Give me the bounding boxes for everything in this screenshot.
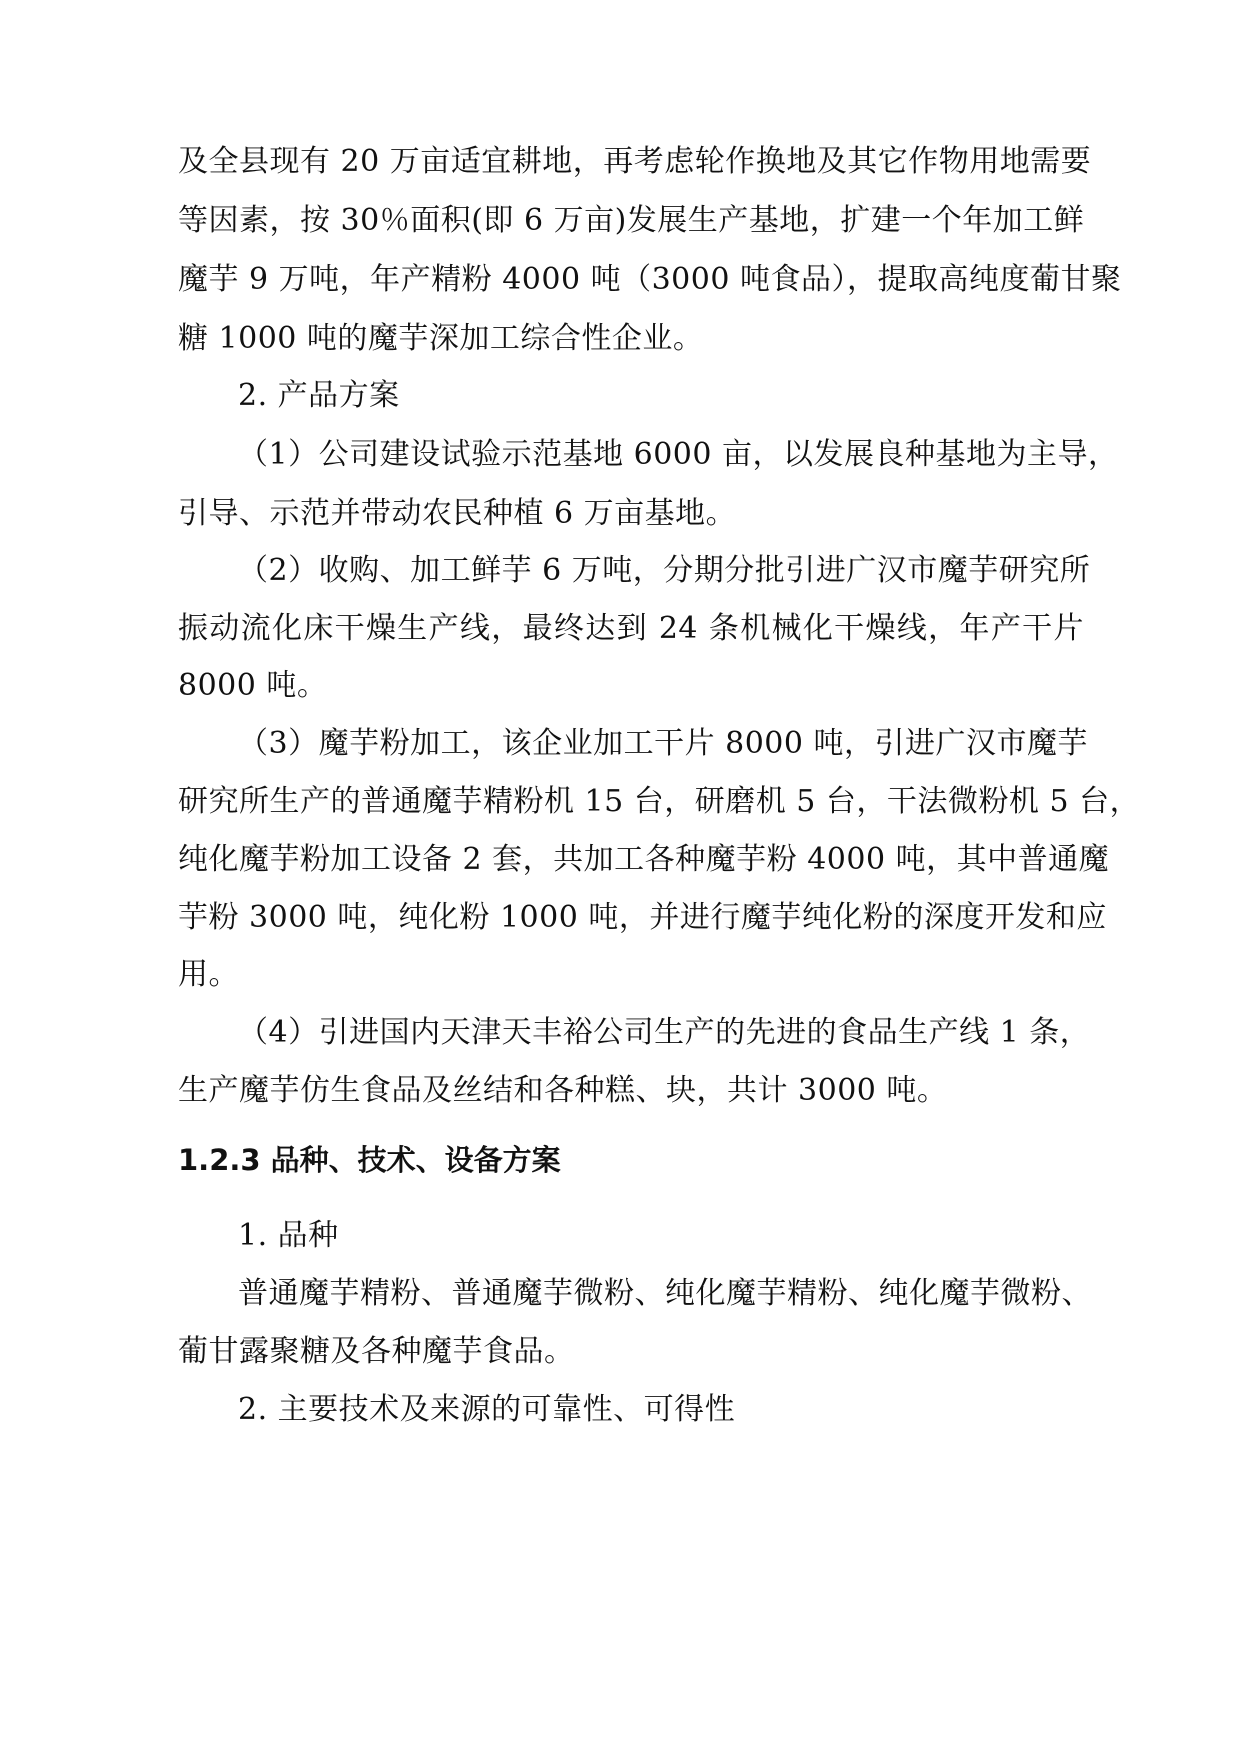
text-line: 8000 吨。 xyxy=(178,668,328,703)
text-line: 糖 1000 吨的魔芋深加工综合性企业。 xyxy=(178,321,704,356)
text-line: 用。 xyxy=(178,957,239,992)
text-line: 魔芋 9 万吨，年产精粉 4000 吨（3000 吨食品），提取高纯度葡甘聚 xyxy=(178,262,1122,297)
text-line: （3）魔芋粉加工，该企业加工干片 8000 吨，引进广汉市魔芋 xyxy=(238,726,1089,761)
text-line: 等因素，按 30％面积(即 6 万亩)发展生产基地，扩建一个年加工鲜 xyxy=(178,203,1085,238)
text-line: 研究所生产的普通魔芋精粉机 15 台，研磨机 5 台，干法微粉机 5 台， xyxy=(178,784,1141,819)
text-line: 普通魔芋精粉、普通魔芋微粉、纯化魔芋精粉、纯化魔芋微粉、 xyxy=(238,1276,1092,1311)
list-item-variety: 1. 品种 xyxy=(238,1218,339,1253)
text-line: （1）公司建设试验示范基地 6000 亩，以发展良种基地为主导， xyxy=(238,437,1119,472)
text-line: 振动流化床干燥生产线，最终达到 24 条机械化干燥线，年产干片 xyxy=(178,611,1084,646)
list-item-product-plan: 2. 产品方案 xyxy=(238,378,400,413)
text-line: （2）收购、加工鲜芋 6 万吨，分期分批引进广汉市魔芋研究所 xyxy=(238,553,1091,588)
text-line: 葡甘露聚糖及各种魔芋食品。 xyxy=(178,1334,575,1369)
text-line: 生产魔芋仿生食品及丝结和各种糕、块，共计 3000 吨。 xyxy=(178,1073,948,1108)
text-line: （4）引进国内天津天丰裕公司生产的先进的食品生产线 1 条， xyxy=(238,1015,1091,1050)
text-line: 纯化魔芋粉加工设备 2 套，共加工各种魔芋粉 4000 吨，其中普通魔 xyxy=(178,842,1110,877)
section-heading: 1.2.3 品种、技术、设备方案 xyxy=(178,1143,561,1177)
text-line: 及全县现有 20 万亩适宜耕地，再考虑轮作换地及其它作物用地需要 xyxy=(178,144,1092,179)
text-line: 芋粉 3000 吨，纯化粉 1000 吨，并进行魔芋纯化粉的深度开发和应 xyxy=(178,900,1107,935)
text-line: 引导、示范并带动农民种植 6 万亩基地。 xyxy=(178,496,737,531)
list-item-technology: 2. 主要技术及来源的可靠性、可得性 xyxy=(238,1392,736,1427)
